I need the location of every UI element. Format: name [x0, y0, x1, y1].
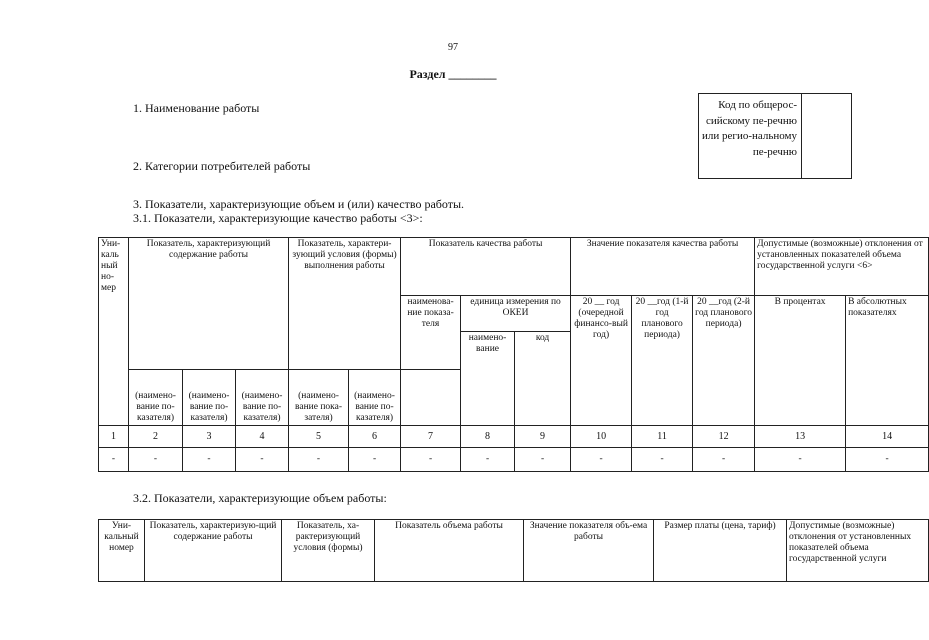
- col-num: 10: [571, 426, 632, 448]
- h-year-plan1: 20 __год (1-й год планового периода): [632, 296, 693, 426]
- h2-volume-indicator: Показатель объема работы: [375, 520, 524, 582]
- h-year-plan2: 20 __год (2-й год планового периода): [693, 296, 755, 426]
- column-number-row: [99, 426, 929, 448]
- h-unit-code: код: [515, 332, 571, 426]
- col-num: 14: [846, 426, 929, 448]
- h-condition-name-2: (наимено-вание по-казателя): [349, 370, 401, 426]
- dash-cell: -: [401, 448, 461, 472]
- h-unique-number: Уни-каль ный но-мер: [99, 238, 129, 426]
- consumer-categories-label: 2. Категории потребителей работы: [133, 159, 311, 173]
- col-num: 13: [755, 426, 846, 448]
- dash-cell: -: [571, 448, 632, 472]
- h-unit-name: наимено-вание: [461, 332, 515, 426]
- col-num: 1: [99, 426, 129, 448]
- quality-table-wrap: [98, 237, 923, 477]
- work-name-label: 1. Наименование работы: [133, 101, 260, 115]
- h2-conditions-indicator: Показатель, ха-рактеризующий условия (формы): [282, 520, 375, 582]
- h-conditions-indicator: Показатель, характери-зующий условия (формы) выполнения работы: [289, 238, 401, 370]
- h-condition-name-1: (наимено-вание пока-зателя): [289, 370, 349, 426]
- dash-cell: -: [515, 448, 571, 472]
- h-content-name-1: (наимено-вание по-казателя): [129, 370, 183, 426]
- code-box: [698, 93, 852, 179]
- col-num: 8: [461, 426, 515, 448]
- quality-indicators-heading: 3.1. Показатели, характеризующие качество работы <3>:: [133, 211, 423, 225]
- col-num: 5: [289, 426, 349, 448]
- h-allowed-deviation: Допустимые (возможные) отклонения от установленных показателей объема государственной услуги <6>: [755, 238, 929, 296]
- volume-indicators-heading: 3.2. Показатели, характеризующие объем работы:: [133, 491, 387, 505]
- h-indicator-name: наименова-ние показа-теля: [401, 296, 461, 370]
- h2-fee: Размер платы (цена, тариф): [654, 520, 787, 582]
- indicators-heading: 3. Показатели, характеризующие объем и (или) качество работы.: [133, 197, 465, 211]
- col-num: 6: [349, 426, 401, 448]
- h-year-current: 20 __ год (очередной финансо-вый год): [571, 296, 632, 426]
- dash-cell: -: [846, 448, 929, 472]
- h2-content-indicator: Показатель, характеризую-щий содержание работы: [145, 520, 282, 582]
- h-unit-okei: единица измерения по ОКЕИ: [461, 296, 571, 332]
- volume-table-wrap: [98, 519, 912, 583]
- col-num: 4: [236, 426, 289, 448]
- col-num: 2: [129, 426, 183, 448]
- col-num: 3: [183, 426, 236, 448]
- h-quality-value: Значение показателя качества работы: [571, 238, 755, 296]
- col-num: 11: [632, 426, 693, 448]
- code-box-label: Код по общерос-сийскому пе-речню или регио-нальному пе-речню: [699, 94, 802, 178]
- volume-table: [98, 519, 929, 582]
- dash-cell: -: [236, 448, 289, 472]
- h-quality-indicator: Показатель качества работы: [401, 238, 571, 296]
- quality-table: [98, 237, 929, 472]
- h-content-name-3: (наимено-вание по-казателя): [236, 370, 289, 426]
- dash-cell: -: [632, 448, 693, 472]
- h-quality-name-blank: [401, 370, 461, 426]
- dash-cell: -: [349, 448, 401, 472]
- col-num: 9: [515, 426, 571, 448]
- dash-row: [99, 448, 929, 472]
- page-number: 97: [448, 42, 458, 53]
- dash-cell: -: [289, 448, 349, 472]
- section-title: Раздел ________: [409, 67, 497, 81]
- dash-cell: -: [693, 448, 755, 472]
- dash-cell: -: [99, 448, 129, 472]
- dash-cell: -: [129, 448, 183, 472]
- h2-unique-number: Уни-кальный номер: [99, 520, 145, 582]
- col-num: 12: [693, 426, 755, 448]
- dash-cell: -: [461, 448, 515, 472]
- dash-cell: -: [755, 448, 846, 472]
- h-content-indicator: Показатель, характеризующий содержание работы: [129, 238, 289, 370]
- h-absolute: В абсолютных показателях: [846, 296, 929, 426]
- h-content-name-2: (наимено-вание по-казателя): [183, 370, 236, 426]
- col-num: 7: [401, 426, 461, 448]
- h2-allowed-deviation: Допустимые (возможные) отклонения от установленных показателей объема государственной услуги: [787, 520, 929, 582]
- h-percent: В процентах: [755, 296, 846, 426]
- h2-volume-value: Значение показателя объ-ема работы: [524, 520, 654, 582]
- dash-cell: -: [183, 448, 236, 472]
